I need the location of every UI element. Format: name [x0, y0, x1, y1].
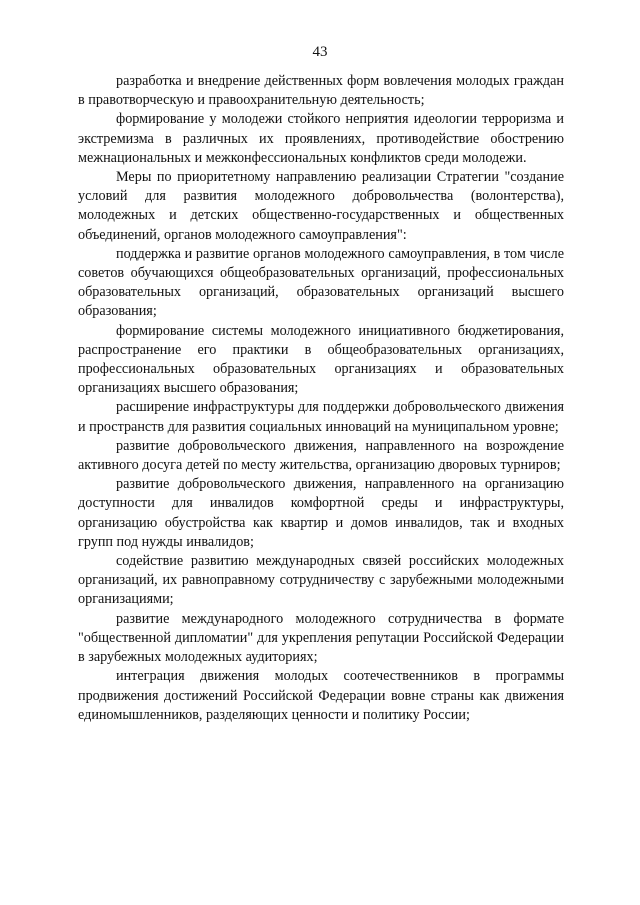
document-body [78, 72, 564, 725]
paragraph: интеграция движения молодых соотечественников в программы продвижения достижений Российской Федерации вовне страны как движения единомышленников, разделяющих ценности и политику России; [78, 668, 564, 723]
paragraph: формирование у молодежи стойкого неприятия идеологии терроризма и экстремизма в различных их проявлениях, противодействие обострению межнациональных и межконфессиональных конфликтов среди молодежи. [78, 111, 564, 166]
paragraph: формирование системы молодежного инициативного бюджетирования, распространение его практики в общеобразовательных организациях, профессиональных образовательных организациях и образовательных организациях высшего образования; [78, 322, 564, 397]
paragraph: развитие добровольческого движения, направленного на возрождение активного досуга детей по месту жительства, организацию дворовых турниров; [78, 437, 564, 474]
paragraph: расширение инфраструктуры для поддержки добровольческого движения и пространств для развития социальных инноваций на муниципальном уровне; [78, 399, 564, 435]
paragraph: разработка и внедрение действенных форм вовлечения молодых граждан в правотворческую и правоохранительную деятельность; [78, 73, 564, 109]
paragraph: развитие добровольческого движения, направленного на организацию доступности для инвалидов комфортной среды и инфраструктуры, организацию обустройства как квартир и домов инвалидов, так и входных групп под нужды инвалидов; [78, 476, 564, 550]
paragraph: Меры по приоритетному направлению реализации Стратегии "создание условий для развития молодежного добровольчества (волонтерства), молодежных и детских общественно-государственных и общественных объединений, органов молодежного самоуправления": [78, 169, 564, 243]
paragraph: развитие международного молодежного сотрудничества в формате "общественной дипломатии" для укрепления репутации Российской Федерации в зарубежных молодежных аудиториях; [78, 610, 564, 666]
paragraph: поддержка и развитие органов молодежного самоуправления, в том числе советов обучающихся общеобразовательных организаций, профессиональных образовательных организаций, образовательных организаций высшего образования; [78, 245, 564, 320]
paragraph: содействие развитию международных связей российских молодежных организаций, их равноправному сотрудничеству с зарубежными молодежными организациями; [78, 553, 564, 608]
page-number: 43 [312, 44, 328, 60]
